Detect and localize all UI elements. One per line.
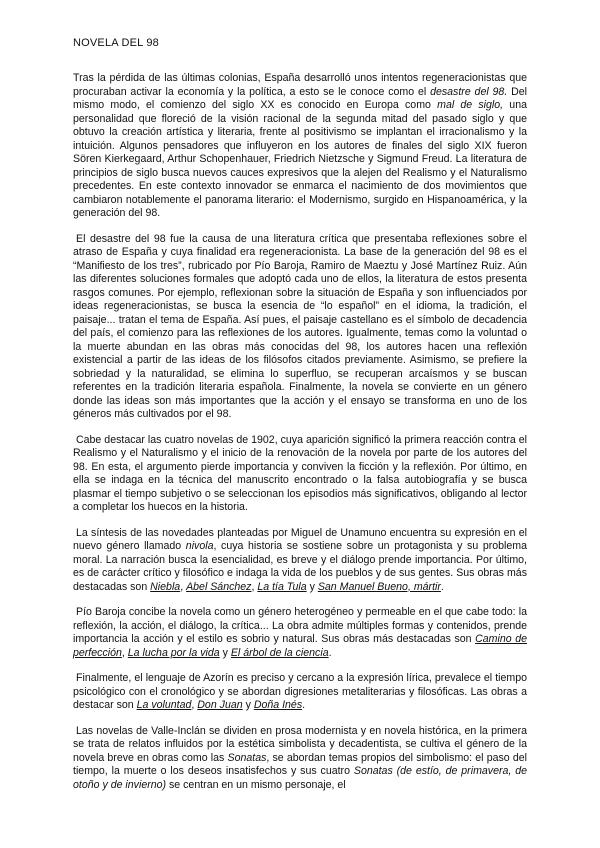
paragraph-unamuno: La síntesis de las novedades planteadas por Miguel de Unamuno encuentra su expresión en el nuevo género llamado nivola, cuya historia se sostiene sobre un protagonista y su problema moral. La narración busca la esencialidad, es breve y el diálogo prende importancia. Por último, es de carácter crítico y filosófico e indaga la vida de los pueblos y de sus gentes. Sus obras más destacadas son Niebla, Abel Sánchez, La tía Tula y San Manuel Bueno, mártir. (73, 526, 527, 593)
work-title: Don Juan (197, 699, 243, 711)
paragraph-intro: Tras la pérdida de las últimas colonias, España desarrolló unos intentos regeneracionistas que procuraban activar la economía y la política, a esto se le conoce como el desastre del 98. Del mismo modo, el comienzo del siglo XX es conocido en Europa como mal de siglo, una personalidad que floreció de la visión racional de la segunda mitad del pasado siglo y que obtuvo la creación artística y literaria, frente al positivismo se implantan el irracionalismo y la intuición. Algunos pensadores que influyeron en los autores de finales del siglo XIX fueron Sören Kierkegaard, Arthur Schopenhauer, Friedrich Nietzsche y Sigmund Freud. La literatura de principios de siglo busca nuevos cauces expresivos que la alejen del Realismo y el Naturalismo precedentes. En este contexto innovador se enmarca el nacimiento de dos movimientos que cambiaron notablemente el panorama literario: el Modernismo, surgido en Hispanoamérica, y la generación del 98. (73, 72, 528, 219)
work-title: Abel Sánchez (186, 580, 252, 593)
work-title: Doña Inés (253, 699, 303, 711)
paragraph-generacion-98: El desastre del 98 fue la causa de una literatura crítica que presentaba reflexiones sobre el atraso de España y cuya finalidad era regeneracionista. La base de la generación del 98 es el “Manifiesto de los tres”, rubricado por Pío Baroja, Ramiro de Maeztu y José Martínez Ruiz. Aún las diferentes soluciones formales que adoptó cada uno de ellos, la literatura de estos presenta rasgos comunes. Por ejemplo, reflexionan sobre la situación de España y son influenciados por ideas regeneracionistas, se busca la esencia de “lo español” en el idioma, la tradición, el paisaje... tratan el tema de España. Así pues, el paisaje castellano es el símbolo de decadencia del país, el comienzo para las reflexiones de los autores. Igualmente, temas como la voluntad o la muerte abundan en las obras más conocidas del 98, los autores hacen una reflexión existencial a partir de las ideas de los filósofos citados previamente. Asimismo, se prefiere la sobriedad y la naturalidad, se elimina lo superfluo, se recuperan arcaísmos y se buscan referentes en la tradición literaria española. Finalmente, la novela se convierte en un género donde las ideas son más importantes que la acción y el ensayo se transforma en uno de los géneros más cultivados por el 98. (73, 232, 527, 420)
paragraph-valle-inclan: Las novelas de Valle-Inclán se dividen en prosa modernista y en novela histórica, en la primera se trata de relatos influidos por la estética simbolista y decadentista, se cultiva el género de la novela breve en obras como las Sonatas, se abordan temas propios del simbolismo: el paso del tiempo, la muerte o los deseos insatisfechos y sus cuatro Sonatas (de estío, de primavera, de otoño y de invierno) se centran en un mismo personaje, el (73, 724, 528, 791)
work-title: La tía Tula (257, 580, 307, 593)
document-body (73, 72, 527, 804)
work-title: El árbol de la ciencia (230, 646, 329, 659)
work-title: La lucha por la vida (127, 646, 220, 659)
paragraph-azorin: Finalmente, el lenguaje de Azorín es preciso y cercano a la expresión lírica, prevalece el tiempo psicológico con el cronológico y se abordan digresiones metaliterarias y filosóficas. Las obras a destacar son La voluntad, Don Juan y Doña Inés. (73, 672, 527, 711)
term-desastre-del-98: desastre del 98. (430, 85, 508, 98)
paragraph-novelas-1902: Cabe destacar las cuatro novelas de 1902, cuya aparición significó la primera reacción contra el Realismo y el Naturalismo y el inicio de la renovación de la novela por parte de los autores del 98. En esta, el argumento pierde importancia y conviven la ficción y la reflexión. Por último, en ella se indaga en la técnica del manuscrito encontrado o la falsa autobiografía y se busca plasmar el tiempo subjetivo o se seleccionan los episodios más significativos, obligando al lector a completar los huecos en la historia. (73, 433, 527, 513)
document-title: NOVELA DEL 98 (73, 37, 159, 49)
work-title: Camino de perfección (73, 633, 527, 659)
work-title: Niebla (150, 580, 181, 593)
work-title: Sonatas (de estío, de primavera, de otoño y de invierno) (73, 765, 528, 791)
term-mal-de-siglo: mal de siglo, (437, 99, 504, 111)
work-title: La voluntad (136, 699, 192, 711)
paragraph-baroja: Pío Baroja concibe la novela como un género heterogéneo y permeable en el que cabe todo: la reflexión, la acción, el diálogo, la crítica... La obra admite múltiples formas y contenidos, prende importancia la acción y el estilo es sobrio y natural. Sus obras más destacadas son Camino de perfección, La lucha por la vida y El árbol de la ciencia. (73, 606, 527, 659)
term-nivola: nivola (185, 540, 214, 552)
work-title: Sonatas (227, 751, 267, 764)
work-title: San Manuel Bueno, mártir (317, 580, 441, 593)
